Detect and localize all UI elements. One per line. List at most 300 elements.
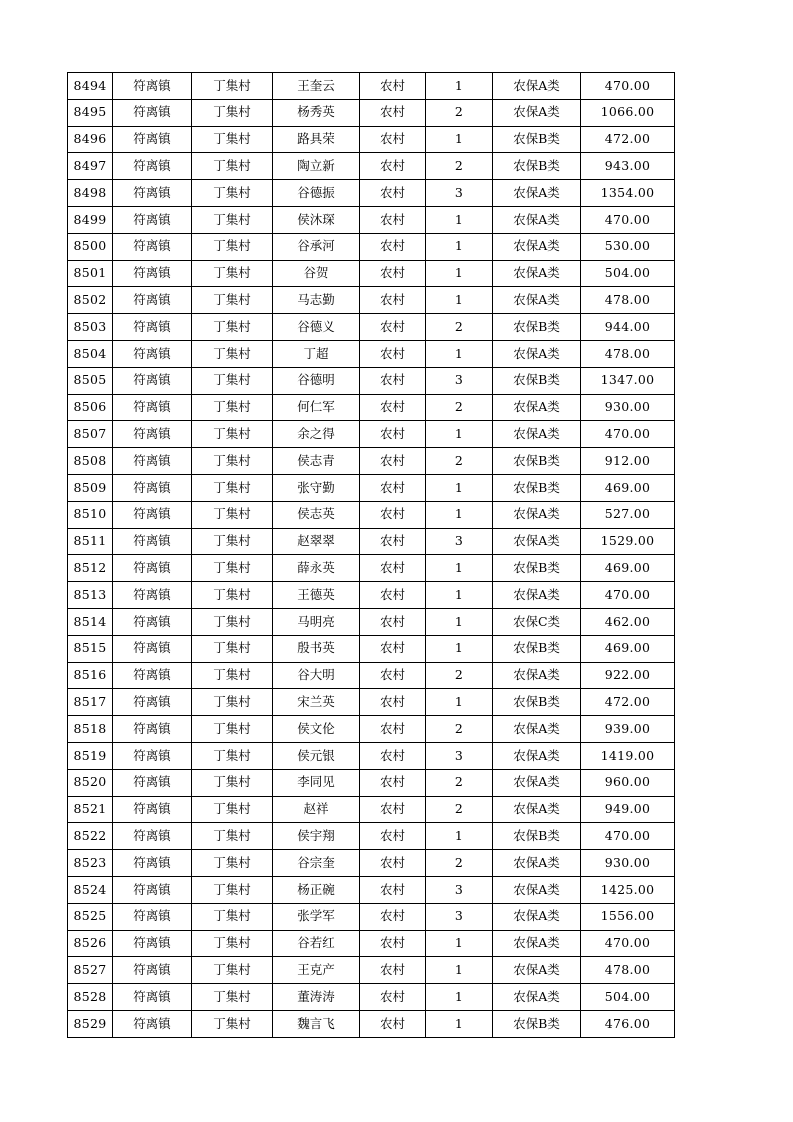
row-id-cell: 8506 bbox=[68, 394, 113, 421]
village-cell: 丁集村 bbox=[192, 73, 273, 100]
area-type-cell: 农村 bbox=[360, 716, 426, 743]
category-cell: 农保B类 bbox=[493, 474, 581, 501]
category-cell: 农保B类 bbox=[493, 153, 581, 180]
area-type-cell: 农村 bbox=[360, 742, 426, 769]
name-cell: 杨秀英 bbox=[273, 99, 360, 126]
household-count-cell: 1 bbox=[426, 957, 493, 984]
amount-cell: 944.00 bbox=[581, 314, 675, 341]
category-cell: 农保B类 bbox=[493, 314, 581, 341]
amount-cell: 912.00 bbox=[581, 448, 675, 475]
household-count-cell: 1 bbox=[426, 206, 493, 233]
name-cell: 马明亮 bbox=[273, 608, 360, 635]
row-id-cell: 8507 bbox=[68, 421, 113, 448]
row-id-cell: 8522 bbox=[68, 823, 113, 850]
row-id-cell: 8496 bbox=[68, 126, 113, 153]
table-row bbox=[68, 769, 675, 796]
household-count-cell: 1 bbox=[426, 421, 493, 448]
area-type-cell: 农村 bbox=[360, 930, 426, 957]
town-cell: 符离镇 bbox=[113, 769, 192, 796]
town-cell: 符离镇 bbox=[113, 474, 192, 501]
town-cell: 符离镇 bbox=[113, 126, 192, 153]
name-cell: 王克产 bbox=[273, 957, 360, 984]
amount-cell: 469.00 bbox=[581, 555, 675, 582]
amount-cell: 470.00 bbox=[581, 582, 675, 609]
row-id-cell: 8521 bbox=[68, 796, 113, 823]
row-id-cell: 8518 bbox=[68, 716, 113, 743]
household-count-cell: 1 bbox=[426, 582, 493, 609]
area-type-cell: 农村 bbox=[360, 394, 426, 421]
table-row bbox=[68, 608, 675, 635]
table-row bbox=[68, 367, 675, 394]
table-row bbox=[68, 689, 675, 716]
area-type-cell: 农村 bbox=[360, 260, 426, 287]
town-cell: 符离镇 bbox=[113, 850, 192, 877]
area-type-cell: 农村 bbox=[360, 769, 426, 796]
amount-cell: 922.00 bbox=[581, 662, 675, 689]
name-cell: 薛永英 bbox=[273, 555, 360, 582]
household-count-cell: 3 bbox=[426, 528, 493, 555]
village-cell: 丁集村 bbox=[192, 367, 273, 394]
name-cell: 谷大明 bbox=[273, 662, 360, 689]
name-cell: 路具荣 bbox=[273, 126, 360, 153]
category-cell: 农保A类 bbox=[493, 99, 581, 126]
village-cell: 丁集村 bbox=[192, 528, 273, 555]
row-id-cell: 8502 bbox=[68, 287, 113, 314]
category-cell: 农保B类 bbox=[493, 555, 581, 582]
name-cell: 董涛涛 bbox=[273, 984, 360, 1011]
village-cell: 丁集村 bbox=[192, 635, 273, 662]
area-type-cell: 农村 bbox=[360, 662, 426, 689]
row-id-cell: 8528 bbox=[68, 984, 113, 1011]
category-cell: 农保A类 bbox=[493, 501, 581, 528]
town-cell: 符离镇 bbox=[113, 635, 192, 662]
area-type-cell: 农村 bbox=[360, 876, 426, 903]
village-cell: 丁集村 bbox=[192, 448, 273, 475]
village-cell: 丁集村 bbox=[192, 206, 273, 233]
area-type-cell: 农村 bbox=[360, 314, 426, 341]
town-cell: 符离镇 bbox=[113, 608, 192, 635]
table-row bbox=[68, 501, 675, 528]
village-cell: 丁集村 bbox=[192, 314, 273, 341]
row-id-cell: 8529 bbox=[68, 1010, 113, 1037]
table-row bbox=[68, 957, 675, 984]
amount-cell: 1066.00 bbox=[581, 99, 675, 126]
amount-cell: 530.00 bbox=[581, 233, 675, 260]
town-cell: 符离镇 bbox=[113, 260, 192, 287]
town-cell: 符离镇 bbox=[113, 689, 192, 716]
name-cell: 丁超 bbox=[273, 340, 360, 367]
row-id-cell: 8516 bbox=[68, 662, 113, 689]
table-row bbox=[68, 340, 675, 367]
area-type-cell: 农村 bbox=[360, 367, 426, 394]
amount-cell: 504.00 bbox=[581, 984, 675, 1011]
area-type-cell: 农村 bbox=[360, 984, 426, 1011]
row-id-cell: 8511 bbox=[68, 528, 113, 555]
table-row bbox=[68, 126, 675, 153]
area-type-cell: 农村 bbox=[360, 582, 426, 609]
table-body bbox=[68, 73, 675, 1038]
town-cell: 符离镇 bbox=[113, 662, 192, 689]
town-cell: 符离镇 bbox=[113, 340, 192, 367]
town-cell: 符离镇 bbox=[113, 1010, 192, 1037]
town-cell: 符离镇 bbox=[113, 180, 192, 207]
row-id-cell: 8498 bbox=[68, 180, 113, 207]
name-cell: 侯宇翔 bbox=[273, 823, 360, 850]
area-type-cell: 农村 bbox=[360, 1010, 426, 1037]
category-cell: 农保A类 bbox=[493, 421, 581, 448]
area-type-cell: 农村 bbox=[360, 474, 426, 501]
amount-cell: 470.00 bbox=[581, 73, 675, 100]
village-cell: 丁集村 bbox=[192, 340, 273, 367]
row-id-cell: 8520 bbox=[68, 769, 113, 796]
household-count-cell: 2 bbox=[426, 850, 493, 877]
amount-cell: 476.00 bbox=[581, 1010, 675, 1037]
amount-cell: 527.00 bbox=[581, 501, 675, 528]
row-id-cell: 8495 bbox=[68, 99, 113, 126]
area-type-cell: 农村 bbox=[360, 421, 426, 448]
amount-cell: 462.00 bbox=[581, 608, 675, 635]
household-count-cell: 2 bbox=[426, 394, 493, 421]
name-cell: 殷书英 bbox=[273, 635, 360, 662]
name-cell: 谷承河 bbox=[273, 233, 360, 260]
town-cell: 符离镇 bbox=[113, 716, 192, 743]
town-cell: 符离镇 bbox=[113, 206, 192, 233]
category-cell: 农保A类 bbox=[493, 742, 581, 769]
table-row bbox=[68, 984, 675, 1011]
household-count-cell: 1 bbox=[426, 126, 493, 153]
area-type-cell: 农村 bbox=[360, 501, 426, 528]
household-count-cell: 2 bbox=[426, 662, 493, 689]
household-count-cell: 1 bbox=[426, 474, 493, 501]
name-cell: 张守勤 bbox=[273, 474, 360, 501]
table-row bbox=[68, 233, 675, 260]
town-cell: 符离镇 bbox=[113, 984, 192, 1011]
name-cell: 谷德振 bbox=[273, 180, 360, 207]
household-count-cell: 1 bbox=[426, 260, 493, 287]
area-type-cell: 农村 bbox=[360, 73, 426, 100]
row-id-cell: 8499 bbox=[68, 206, 113, 233]
village-cell: 丁集村 bbox=[192, 957, 273, 984]
category-cell: 农保A类 bbox=[493, 769, 581, 796]
household-count-cell: 2 bbox=[426, 99, 493, 126]
row-id-cell: 8501 bbox=[68, 260, 113, 287]
village-cell: 丁集村 bbox=[192, 126, 273, 153]
table-row bbox=[68, 394, 675, 421]
name-cell: 陶立新 bbox=[273, 153, 360, 180]
table-row bbox=[68, 635, 675, 662]
table-row bbox=[68, 474, 675, 501]
village-cell: 丁集村 bbox=[192, 662, 273, 689]
amount-cell: 939.00 bbox=[581, 716, 675, 743]
table-row bbox=[68, 930, 675, 957]
village-cell: 丁集村 bbox=[192, 689, 273, 716]
town-cell: 符离镇 bbox=[113, 73, 192, 100]
amount-cell: 478.00 bbox=[581, 287, 675, 314]
category-cell: 农保B类 bbox=[493, 367, 581, 394]
category-cell: 农保A类 bbox=[493, 73, 581, 100]
name-cell: 侯元银 bbox=[273, 742, 360, 769]
table-row bbox=[68, 260, 675, 287]
name-cell: 李同见 bbox=[273, 769, 360, 796]
area-type-cell: 农村 bbox=[360, 180, 426, 207]
household-count-cell: 1 bbox=[426, 233, 493, 260]
household-count-cell: 2 bbox=[426, 314, 493, 341]
town-cell: 符离镇 bbox=[113, 233, 192, 260]
category-cell: 农保B类 bbox=[493, 689, 581, 716]
row-id-cell: 8500 bbox=[68, 233, 113, 260]
category-cell: 农保B类 bbox=[493, 635, 581, 662]
town-cell: 符离镇 bbox=[113, 314, 192, 341]
row-id-cell: 8494 bbox=[68, 73, 113, 100]
village-cell: 丁集村 bbox=[192, 608, 273, 635]
amount-cell: 949.00 bbox=[581, 796, 675, 823]
household-count-cell: 3 bbox=[426, 180, 493, 207]
household-count-cell: 1 bbox=[426, 635, 493, 662]
town-cell: 符离镇 bbox=[113, 742, 192, 769]
table-row bbox=[68, 876, 675, 903]
village-cell: 丁集村 bbox=[192, 984, 273, 1011]
village-cell: 丁集村 bbox=[192, 850, 273, 877]
table-row bbox=[68, 555, 675, 582]
name-cell: 马志勤 bbox=[273, 287, 360, 314]
area-type-cell: 农村 bbox=[360, 99, 426, 126]
village-cell: 丁集村 bbox=[192, 233, 273, 260]
category-cell: 农保A类 bbox=[493, 394, 581, 421]
household-count-cell: 3 bbox=[426, 876, 493, 903]
table-row bbox=[68, 206, 675, 233]
household-count-cell: 3 bbox=[426, 742, 493, 769]
town-cell: 符离镇 bbox=[113, 153, 192, 180]
row-id-cell: 8509 bbox=[68, 474, 113, 501]
name-cell: 王德英 bbox=[273, 582, 360, 609]
area-type-cell: 农村 bbox=[360, 233, 426, 260]
area-type-cell: 农村 bbox=[360, 340, 426, 367]
category-cell: 农保B类 bbox=[493, 126, 581, 153]
table-row bbox=[68, 662, 675, 689]
amount-cell: 470.00 bbox=[581, 930, 675, 957]
household-count-cell: 1 bbox=[426, 823, 493, 850]
area-type-cell: 农村 bbox=[360, 957, 426, 984]
category-cell: 农保C类 bbox=[493, 608, 581, 635]
category-cell: 农保A类 bbox=[493, 850, 581, 877]
name-cell: 侯志青 bbox=[273, 448, 360, 475]
category-cell: 农保A类 bbox=[493, 582, 581, 609]
amount-cell: 469.00 bbox=[581, 474, 675, 501]
town-cell: 符离镇 bbox=[113, 903, 192, 930]
household-count-cell: 2 bbox=[426, 796, 493, 823]
area-type-cell: 农村 bbox=[360, 448, 426, 475]
name-cell: 王奎云 bbox=[273, 73, 360, 100]
name-cell: 何仁军 bbox=[273, 394, 360, 421]
row-id-cell: 8497 bbox=[68, 153, 113, 180]
table-row bbox=[68, 180, 675, 207]
area-type-cell: 农村 bbox=[360, 850, 426, 877]
village-cell: 丁集村 bbox=[192, 823, 273, 850]
village-cell: 丁集村 bbox=[192, 287, 273, 314]
household-count-cell: 1 bbox=[426, 287, 493, 314]
town-cell: 符离镇 bbox=[113, 287, 192, 314]
village-cell: 丁集村 bbox=[192, 903, 273, 930]
household-count-cell: 2 bbox=[426, 769, 493, 796]
amount-cell: 1425.00 bbox=[581, 876, 675, 903]
village-cell: 丁集村 bbox=[192, 582, 273, 609]
table-row bbox=[68, 796, 675, 823]
row-id-cell: 8504 bbox=[68, 340, 113, 367]
row-id-cell: 8505 bbox=[68, 367, 113, 394]
household-count-cell: 1 bbox=[426, 1010, 493, 1037]
table-row bbox=[68, 582, 675, 609]
name-cell: 谷德明 bbox=[273, 367, 360, 394]
amount-cell: 1529.00 bbox=[581, 528, 675, 555]
village-cell: 丁集村 bbox=[192, 421, 273, 448]
category-cell: 农保A类 bbox=[493, 180, 581, 207]
table-row bbox=[68, 850, 675, 877]
village-cell: 丁集村 bbox=[192, 716, 273, 743]
area-type-cell: 农村 bbox=[360, 287, 426, 314]
area-type-cell: 农村 bbox=[360, 635, 426, 662]
town-cell: 符离镇 bbox=[113, 796, 192, 823]
amount-cell: 472.00 bbox=[581, 689, 675, 716]
category-cell: 农保A类 bbox=[493, 340, 581, 367]
area-type-cell: 农村 bbox=[360, 823, 426, 850]
name-cell: 赵翠翠 bbox=[273, 528, 360, 555]
amount-cell: 470.00 bbox=[581, 421, 675, 448]
table-row bbox=[68, 153, 675, 180]
name-cell: 张学军 bbox=[273, 903, 360, 930]
category-cell: 农保A类 bbox=[493, 796, 581, 823]
table-row bbox=[68, 73, 675, 100]
town-cell: 符离镇 bbox=[113, 930, 192, 957]
row-id-cell: 8512 bbox=[68, 555, 113, 582]
name-cell: 谷宗奎 bbox=[273, 850, 360, 877]
table-row bbox=[68, 448, 675, 475]
town-cell: 符离镇 bbox=[113, 582, 192, 609]
village-cell: 丁集村 bbox=[192, 153, 273, 180]
village-cell: 丁集村 bbox=[192, 180, 273, 207]
household-count-cell: 1 bbox=[426, 689, 493, 716]
category-cell: 农保A类 bbox=[493, 930, 581, 957]
town-cell: 符离镇 bbox=[113, 448, 192, 475]
table-row bbox=[68, 903, 675, 930]
area-type-cell: 农村 bbox=[360, 608, 426, 635]
category-cell: 农保B类 bbox=[493, 448, 581, 475]
category-cell: 农保A类 bbox=[493, 206, 581, 233]
town-cell: 符离镇 bbox=[113, 555, 192, 582]
category-cell: 农保B类 bbox=[493, 1010, 581, 1037]
town-cell: 符离镇 bbox=[113, 421, 192, 448]
table-row bbox=[68, 314, 675, 341]
village-cell: 丁集村 bbox=[192, 474, 273, 501]
name-cell: 谷若红 bbox=[273, 930, 360, 957]
household-count-cell: 1 bbox=[426, 340, 493, 367]
area-type-cell: 农村 bbox=[360, 689, 426, 716]
amount-cell: 472.00 bbox=[581, 126, 675, 153]
household-count-cell: 1 bbox=[426, 501, 493, 528]
area-type-cell: 农村 bbox=[360, 796, 426, 823]
table-row bbox=[68, 528, 675, 555]
amount-cell: 504.00 bbox=[581, 260, 675, 287]
row-id-cell: 8503 bbox=[68, 314, 113, 341]
area-type-cell: 农村 bbox=[360, 126, 426, 153]
village-cell: 丁集村 bbox=[192, 555, 273, 582]
name-cell: 侯志英 bbox=[273, 501, 360, 528]
village-cell: 丁集村 bbox=[192, 769, 273, 796]
amount-cell: 960.00 bbox=[581, 769, 675, 796]
area-type-cell: 农村 bbox=[360, 206, 426, 233]
category-cell: 农保A类 bbox=[493, 876, 581, 903]
name-cell: 谷贺 bbox=[273, 260, 360, 287]
town-cell: 符离镇 bbox=[113, 367, 192, 394]
name-cell: 宋兰英 bbox=[273, 689, 360, 716]
row-id-cell: 8527 bbox=[68, 957, 113, 984]
category-cell: 农保A类 bbox=[493, 957, 581, 984]
area-type-cell: 农村 bbox=[360, 555, 426, 582]
row-id-cell: 8526 bbox=[68, 930, 113, 957]
town-cell: 符离镇 bbox=[113, 528, 192, 555]
name-cell: 魏言飞 bbox=[273, 1010, 360, 1037]
amount-cell: 478.00 bbox=[581, 957, 675, 984]
table-row bbox=[68, 823, 675, 850]
household-count-cell: 1 bbox=[426, 984, 493, 1011]
household-count-cell: 2 bbox=[426, 448, 493, 475]
category-cell: 农保A类 bbox=[493, 716, 581, 743]
amount-cell: 470.00 bbox=[581, 206, 675, 233]
name-cell: 侯文伦 bbox=[273, 716, 360, 743]
village-cell: 丁集村 bbox=[192, 1010, 273, 1037]
household-count-cell: 1 bbox=[426, 555, 493, 582]
row-id-cell: 8525 bbox=[68, 903, 113, 930]
row-id-cell: 8523 bbox=[68, 850, 113, 877]
village-cell: 丁集村 bbox=[192, 930, 273, 957]
town-cell: 符离镇 bbox=[113, 501, 192, 528]
category-cell: 农保B类 bbox=[493, 823, 581, 850]
row-id-cell: 8515 bbox=[68, 635, 113, 662]
household-count-cell: 1 bbox=[426, 73, 493, 100]
household-count-cell: 1 bbox=[426, 608, 493, 635]
amount-cell: 470.00 bbox=[581, 823, 675, 850]
table-row bbox=[68, 421, 675, 448]
village-cell: 丁集村 bbox=[192, 260, 273, 287]
category-cell: 农保A类 bbox=[493, 260, 581, 287]
category-cell: 农保A类 bbox=[493, 528, 581, 555]
town-cell: 符离镇 bbox=[113, 957, 192, 984]
household-count-cell: 2 bbox=[426, 153, 493, 180]
data-table bbox=[67, 72, 675, 1038]
table-row bbox=[68, 742, 675, 769]
household-count-cell: 1 bbox=[426, 930, 493, 957]
category-cell: 农保A类 bbox=[493, 903, 581, 930]
village-cell: 丁集村 bbox=[192, 796, 273, 823]
row-id-cell: 8524 bbox=[68, 876, 113, 903]
row-id-cell: 8517 bbox=[68, 689, 113, 716]
table-row bbox=[68, 99, 675, 126]
town-cell: 符离镇 bbox=[113, 99, 192, 126]
amount-cell: 930.00 bbox=[581, 850, 675, 877]
amount-cell: 469.00 bbox=[581, 635, 675, 662]
category-cell: 农保A类 bbox=[493, 233, 581, 260]
area-type-cell: 农村 bbox=[360, 903, 426, 930]
household-count-cell: 3 bbox=[426, 367, 493, 394]
name-cell: 侯沐琛 bbox=[273, 206, 360, 233]
name-cell: 杨正碗 bbox=[273, 876, 360, 903]
table-row bbox=[68, 716, 675, 743]
village-cell: 丁集村 bbox=[192, 501, 273, 528]
village-cell: 丁集村 bbox=[192, 742, 273, 769]
town-cell: 符离镇 bbox=[113, 876, 192, 903]
row-id-cell: 8514 bbox=[68, 608, 113, 635]
table-row bbox=[68, 1010, 675, 1037]
category-cell: 农保A类 bbox=[493, 662, 581, 689]
